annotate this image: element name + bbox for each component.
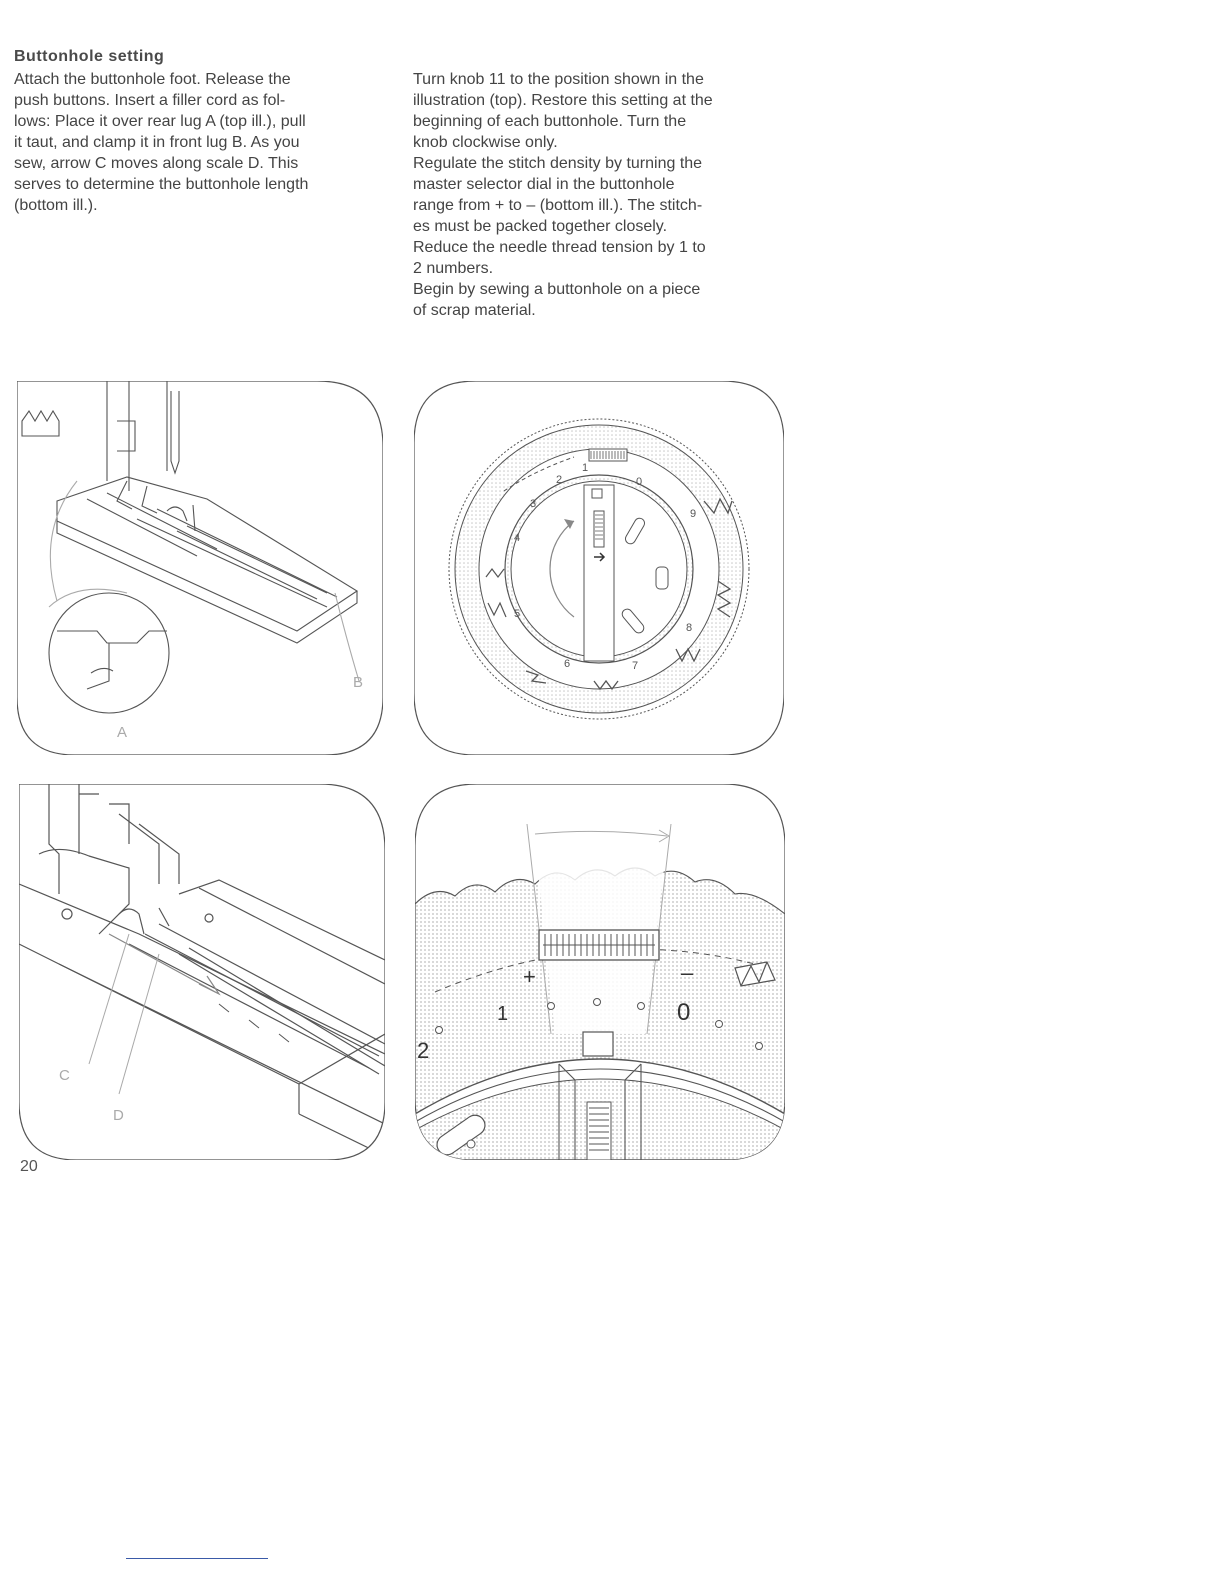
illustration-dial-detail <box>415 784 785 1160</box>
text-line: es must be packed together closely. <box>413 218 668 235</box>
illustration-foot-bottom <box>19 784 385 1160</box>
knob-number-0: 0 <box>636 476 643 488</box>
foot-top-drawing <box>17 381 383 755</box>
text-line: (bottom ill.). <box>14 197 98 214</box>
illustration-foot-top <box>17 381 383 755</box>
label-a: A <box>117 724 128 741</box>
knob-number-4: 4 <box>514 532 521 544</box>
foot-bottom-drawing <box>19 784 385 1160</box>
label-b: B <box>353 674 364 691</box>
dial-plus-sign: + <box>523 964 536 989</box>
footer-rule <box>126 1558 268 1559</box>
text-line: sew, arrow C moves along scale D. This <box>14 155 299 172</box>
text-line: Turn knob 11 to the position shown in the <box>413 71 704 88</box>
text-line: it taut, and clamp it in front lug B. As you <box>14 134 300 151</box>
knob-number-5: 5 <box>514 608 521 620</box>
text-line: lows: Place it over rear lug A (top ill.), pull <box>14 113 306 130</box>
dial-number-1: 1 <box>497 1003 509 1025</box>
label-c: C <box>59 1067 70 1084</box>
label-d: D <box>113 1107 124 1124</box>
text-line: range from + to – (bottom ill.). The stitch- <box>413 197 703 214</box>
left-text-column <box>14 69 384 216</box>
knob-number-3: 3 <box>530 498 537 510</box>
text-line: Reduce the needle thread tension by 1 to <box>413 239 706 256</box>
text-line: push buttons. Insert a filler cord as fol- <box>14 92 286 109</box>
text-line: Attach the buttonhole foot. Release the <box>14 71 291 88</box>
dial-number-0: 0 <box>677 999 691 1026</box>
text-line: knob clockwise only. <box>413 134 558 151</box>
illustration-knob <box>414 381 784 755</box>
text-line: beginning of each buttonhole. Turn the <box>413 113 687 130</box>
text-line: 2 numbers. <box>413 260 494 277</box>
dial-detail-drawing <box>415 784 785 1160</box>
text-line: master selector dial in the buttonhole <box>413 176 675 193</box>
knob-number-8: 8 <box>686 622 693 634</box>
section-heading: Buttonhole setting <box>14 48 165 65</box>
dial-number-2: 2 <box>417 1038 430 1063</box>
text-line: illustration (top). Restore this setting at the <box>413 92 713 109</box>
knob-number-6: 6 <box>564 658 571 670</box>
page-number: 20 <box>20 1158 38 1175</box>
text-line: serves to determine the buttonhole length <box>14 176 309 193</box>
dial-minus-sign: – <box>681 960 694 985</box>
knob-drawing <box>414 381 784 755</box>
text-line: of scrap material. <box>413 302 536 319</box>
text-line: Regulate the stitch density by turning the <box>413 155 703 172</box>
knob-number-9: 9 <box>690 508 697 520</box>
knob-number-1: 1 <box>582 462 589 474</box>
knob-number-7: 7 <box>632 660 639 672</box>
text-line: Begin by sewing a buttonhole on a piece <box>413 281 701 298</box>
right-text-column <box>413 69 788 321</box>
knob-number-2: 2 <box>556 474 563 486</box>
